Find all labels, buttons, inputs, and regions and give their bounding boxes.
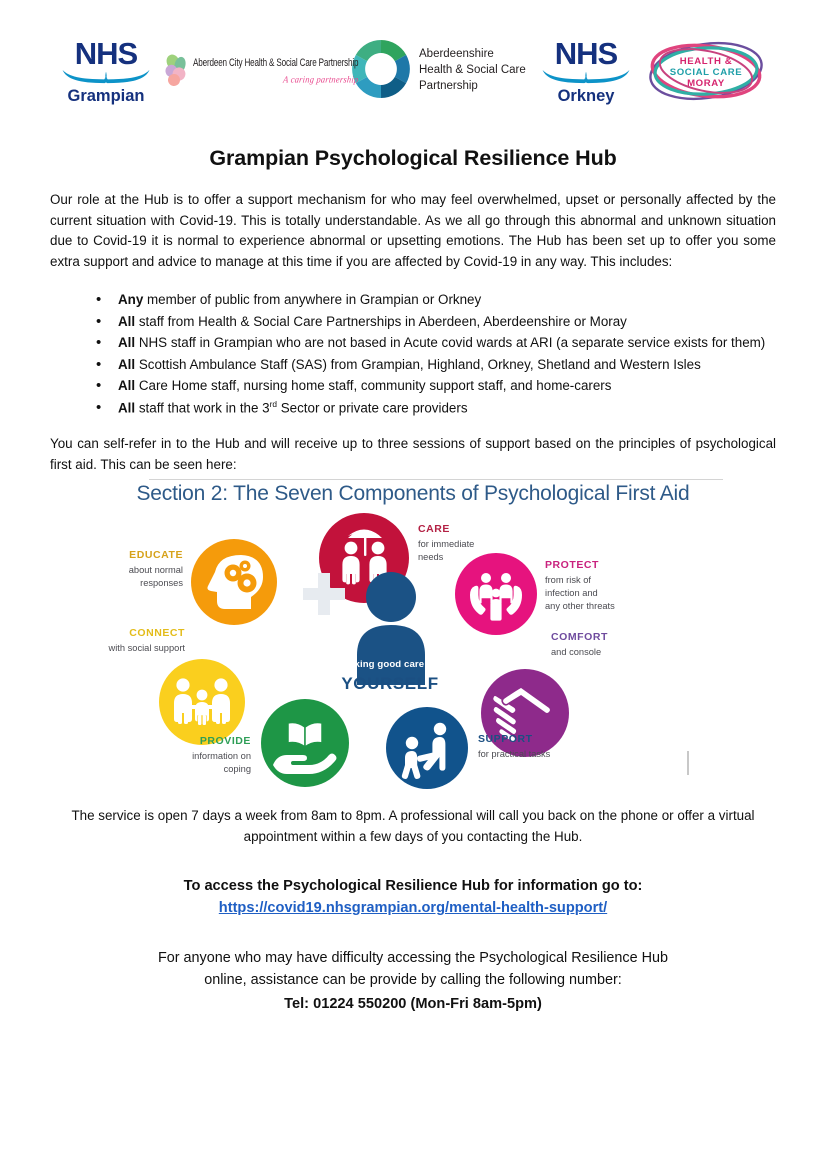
connect-sub-line-1: with social support xyxy=(108,643,185,654)
list-item xyxy=(96,398,776,419)
family-icon xyxy=(159,659,245,745)
support-label xyxy=(478,733,608,760)
health-social-care-moray-logo xyxy=(644,38,768,104)
telephone-number: Tel: 01224 550200 (Mon-Fri 8am-5pm) xyxy=(284,995,542,1012)
bullet-text: member of public from anywhere in Grampian or Orkney xyxy=(143,292,482,307)
svg-text:MORAY: MORAY xyxy=(687,78,725,89)
hands-family-icon xyxy=(455,553,537,635)
bullet-text: Scottish Ambulance Staff (SAS) from Grampian, Highland, Orkney, Shetland and Western Isles xyxy=(135,356,701,372)
svg-text:HEALTH &: HEALTH & xyxy=(679,56,733,67)
connect-circle xyxy=(159,659,245,745)
helping-hand-icon xyxy=(386,707,468,789)
infographic-title: Section 2: The Seven Components of Psychological First Aid xyxy=(136,482,690,506)
phone-assistance-block xyxy=(50,947,776,1015)
care-heading: CARE xyxy=(418,523,450,536)
list-item xyxy=(96,312,776,333)
comfort-label xyxy=(551,631,671,658)
nhs-grampian-logo xyxy=(58,35,154,105)
bullet-text: NHS staff in Grampian who are not based in Acute covid wards at ARI (a separate service exists for them) xyxy=(135,335,766,350)
nhs-swoosh-icon xyxy=(538,68,634,85)
service-hours-note xyxy=(50,806,776,848)
page-title: Grampian Psychological Resilience Hub xyxy=(209,146,617,170)
aberdeenshire-line-3: Partnership xyxy=(419,79,478,92)
head-gears-icon xyxy=(191,539,277,625)
connect-heading: CONNECT xyxy=(129,627,185,640)
difficulty-line-1: For anyone who may have difficulty accessing the Psychological Resilience Hub xyxy=(157,950,669,966)
hub-website-link[interactable]: https://covid19.nhsgrampian.org/mental-health-support/ xyxy=(218,900,608,916)
self-refer-paragraph: You can self-refer in to the Hub and will receive up to three sessions of support based on the principles of psychological first aid. This can be seen here: xyxy=(50,436,776,472)
image-edge-artifact xyxy=(687,751,689,775)
support-heading: SUPPORT xyxy=(478,733,533,746)
support-circle xyxy=(386,707,468,789)
moray-rings-icon xyxy=(644,38,768,104)
protect-sub-line-3: any other threats xyxy=(545,601,615,612)
comfort-heading: COMFORT xyxy=(551,631,608,644)
list-item xyxy=(96,333,776,354)
svg-text:SOCIAL CARE: SOCIAL CARE xyxy=(669,67,743,78)
educate-circle xyxy=(191,539,277,625)
aberdeenshire-hscp-logo xyxy=(352,40,528,103)
educate-sub-line-1: about normal xyxy=(128,565,183,576)
protect-circle xyxy=(455,553,537,635)
educate-heading: EDUCATE xyxy=(129,549,183,562)
connect-label xyxy=(69,627,185,654)
support-sub-line-1: for practical tasks xyxy=(478,749,551,760)
provide-sub-line-2: coping xyxy=(223,764,251,775)
nhs-swoosh-icon xyxy=(58,68,154,85)
center-caption-line-2: YOURSELF xyxy=(341,674,439,694)
provide-label xyxy=(139,735,251,775)
service-note-line-1: The service is open 7 days a week from 8am to 8pm. A professional will call you back on the phone or offer xyxy=(71,808,704,824)
access-block xyxy=(50,878,776,917)
aberdeen-city-text-block xyxy=(193,58,358,84)
nhs-orkney-logo xyxy=(538,35,634,105)
hand-book-icon xyxy=(261,699,349,787)
care-sub-line-2: needs xyxy=(418,552,444,563)
educate-label xyxy=(95,549,183,589)
nhs-grampian-wordmark: NHS xyxy=(74,35,138,71)
bullet-lead: All xyxy=(118,356,136,372)
provide-sub-line-1: information on xyxy=(192,751,251,762)
bullet-lead: All xyxy=(118,378,136,393)
provide-heading: PROVIDE xyxy=(199,735,251,748)
service-note-line-2: a virtual appointment within a few days of you contacting the Hub. xyxy=(243,808,755,845)
psychological-first-aid-infographic xyxy=(103,479,723,794)
bullet-text: staff from Health & Social Care Partnerships in Aberdeen, Aberdeenshire or Moray xyxy=(135,313,627,329)
aberdeenshire-line-2: Health & Social Care xyxy=(419,64,526,77)
infographic-stage xyxy=(103,511,723,794)
protect-heading: PROTECT xyxy=(545,559,600,572)
bullet-text: staff that work in the 3 xyxy=(135,399,270,415)
bullet-lead: All xyxy=(118,313,136,329)
list-item xyxy=(96,355,776,376)
nhs-grampian-board-name: Grampian xyxy=(67,86,145,105)
list-item xyxy=(96,290,776,311)
aberdeenshire-line-1: Aberdeenshire xyxy=(419,48,494,61)
bullet-lead: All xyxy=(118,399,136,415)
center-caption-line-1: Taking good care of xyxy=(343,659,437,671)
access-instruction: To access the Psychological Resilience Hub for information go to: xyxy=(183,878,643,894)
aberdeen-city-petal-icon xyxy=(164,54,190,88)
bullet-text: Care Home staff, nursing home staff, community support staff, and home-carers xyxy=(135,378,612,393)
bullet-lead: Any xyxy=(118,292,144,307)
protect-sub-line-1: from risk of xyxy=(545,575,591,586)
comfort-sub-line-1: and console xyxy=(551,647,602,658)
aberdeenshire-ring-icon xyxy=(352,40,410,103)
list-item xyxy=(96,376,776,397)
protect-sub-line-2: infection and xyxy=(545,588,598,599)
intro-paragraph: Our role at the Hub is to offer a support mechanism for who may feel overwhelmed, upset or personally affected by the current situation with Covid-19. This is totally understandable. As we all go through this abnormal and unknown situation due to Covid-19 it is normal to experience abnormal or upsetting emotions. The Hub has been set up to offer you some extra support and advice to manage at this time if you are affected by Covid-19 in any way. This includes: xyxy=(50,192,776,269)
aberdeen-city-hscp-logo xyxy=(164,54,359,88)
aberdeen-city-tagline: A caring partnership xyxy=(282,73,359,85)
care-sub-line-1: for immediate xyxy=(418,539,475,550)
nhs-orkney-wordmark: NHS xyxy=(554,35,618,71)
aberdeenshire-text-block xyxy=(419,47,526,95)
bullet-text-tail: Sector or private care providers xyxy=(277,399,468,415)
bullet-lead: All xyxy=(118,335,136,350)
protect-label xyxy=(545,559,675,612)
bullet-ordinal-suffix: rd xyxy=(269,398,277,409)
infographic-divider xyxy=(149,479,723,480)
aberdeen-city-title: Aberdeen City Health & Social Care Partnership xyxy=(193,56,359,69)
nhs-orkney-board-name: Orkney xyxy=(557,86,615,105)
educate-sub-line-2: responses xyxy=(140,578,183,589)
difficulty-line-2: online, assistance can be provide by calling the following number: xyxy=(204,972,622,989)
eligibility-list xyxy=(50,290,776,418)
provide-circle xyxy=(261,699,349,787)
partner-logo-bar xyxy=(50,0,776,120)
